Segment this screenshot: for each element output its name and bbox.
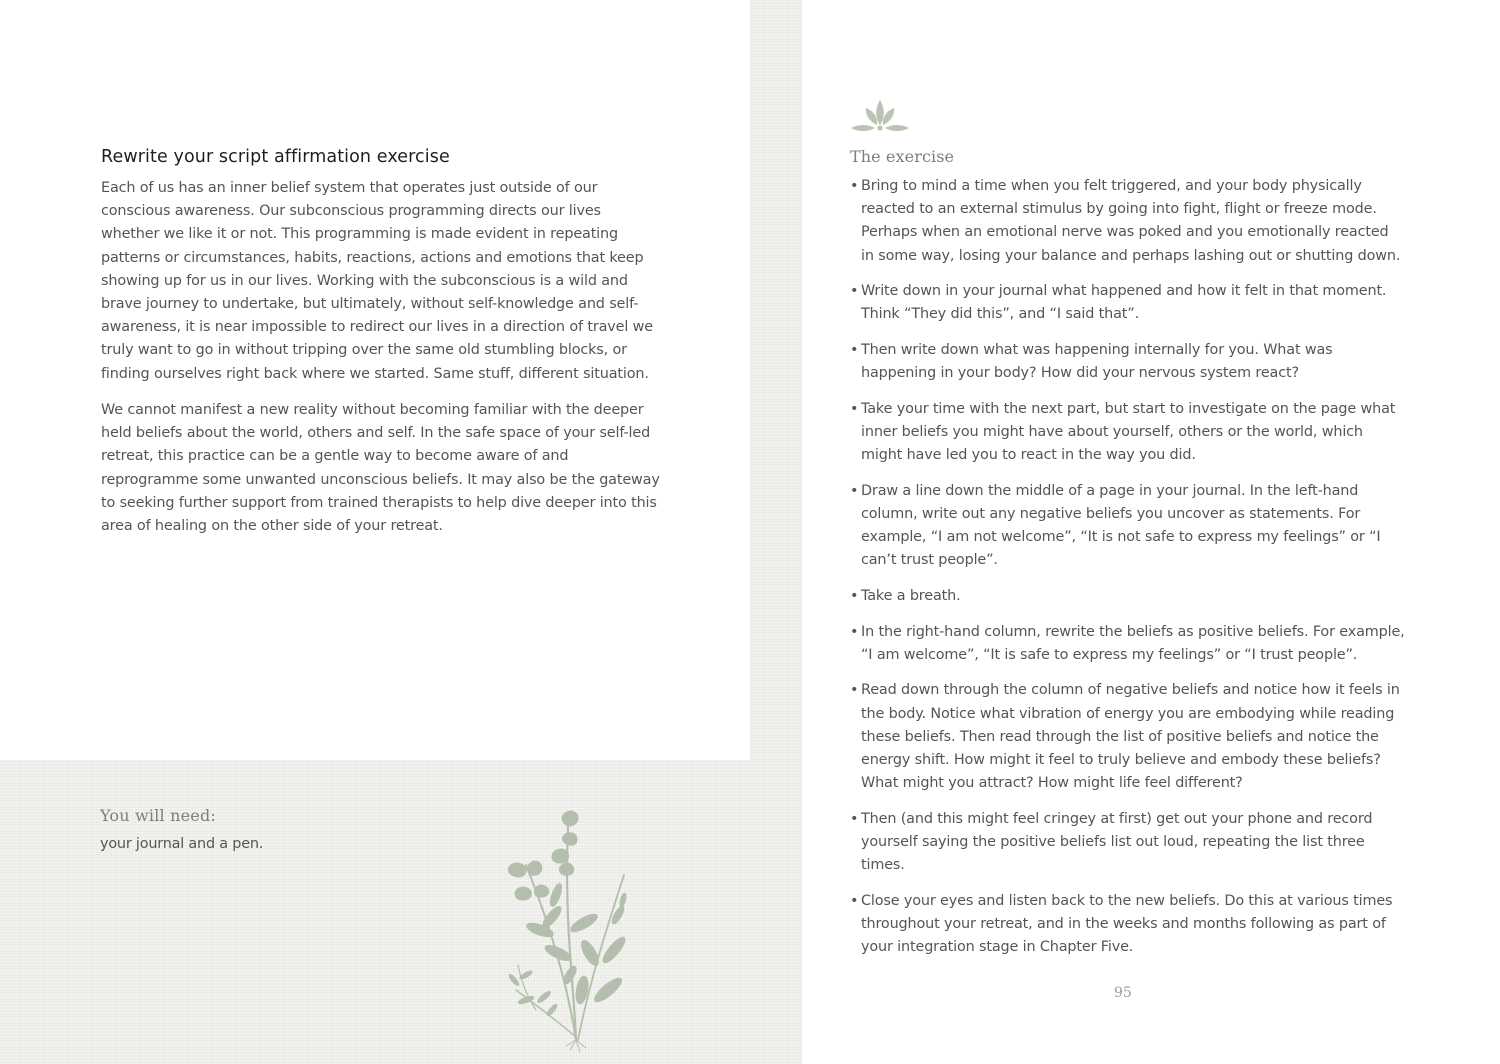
plant-leaf — [548, 882, 564, 907]
plant-leaf — [610, 905, 626, 926]
plant-flower — [563, 833, 577, 845]
step-text: In the right-hand column, rewrite the beliefs as positive beliefs. For example, “I am welcome”, “It is safe to express my feelings” or “I trust people”. — [861, 623, 1405, 663]
you-will-need-title: You will need: — [100, 806, 217, 825]
plant-flower — [559, 863, 573, 875]
plant-leaf — [619, 893, 627, 908]
exercise-step — [850, 398, 1405, 468]
lotus-icon — [850, 98, 910, 134]
bullet-icon: • — [850, 400, 859, 417]
plant-leaf — [591, 975, 624, 1005]
bullet-icon: • — [850, 588, 859, 604]
step-text: Then write down what was happening internally for you. What was happening in your body? How did your nervous system react? — [861, 342, 1333, 382]
plant-leaf — [540, 904, 564, 930]
plant-leaf — [578, 938, 602, 968]
bullet-icon: • — [850, 892, 859, 909]
exercise-step — [850, 621, 1405, 667]
exercise-step — [850, 808, 1405, 878]
bullet-icon: • — [850, 810, 859, 827]
plant-roots — [566, 1040, 586, 1052]
exercise-step — [850, 890, 1405, 960]
plant-flower — [508, 863, 526, 877]
bullet-icon: • — [850, 482, 859, 499]
plant-flower — [535, 885, 549, 897]
plant-leaf — [569, 911, 600, 935]
plant-stem — [578, 875, 624, 1040]
step-text: Write down in your journal what happened and how it felt in that moment. Think “They did this”, and “I said that”. — [861, 283, 1387, 323]
botanical-plant-icon — [496, 805, 641, 1055]
bullet-icon: • — [850, 178, 859, 194]
exercise-steps-list — [850, 175, 1405, 972]
left-page — [0, 0, 750, 760]
section-heading: Rewrite your script affirmation exercise — [101, 147, 450, 167]
step-text: Take a breath. — [861, 588, 961, 604]
step-text: Read down through the column of negative beliefs and notice how it feels in the body. Notice what vibration of energy you are embodying while reading these beliefs. Then read through the list of positive beliefs and notice the energy shift. How might it feel to truly believe and embody these beliefs? What might you attract? How might life feel different? — [861, 682, 1400, 792]
plant-leaf — [536, 990, 551, 1004]
plant-leaf — [508, 973, 520, 987]
exercise-step — [850, 679, 1405, 795]
step-text: Bring to mind a time when you felt triggered, and your body physically reacted to an external stimulus by going into fight, flight or freeze mode. Perhaps when an emotional nerve was poked and you emotionally reacted in some way, losing your balance and perhaps lashing out or shutting down. — [861, 178, 1401, 264]
exercise-step — [850, 585, 1405, 608]
bullet-icon: • — [850, 623, 859, 640]
step-text: Draw a line down the middle of a page in your journal. In the left-hand column, write out any negative beliefs you uncover as statements. For example, “I am not welcome”, “It is not safe to express my feelings” or “I can’t trust people”. — [861, 482, 1381, 569]
bullet-icon: • — [850, 283, 859, 300]
step-text: Close your eyes and listen back to the new beliefs. Do this at various times throughout your retreat, and in the weeks and months following as part of your integration stage in Chapter Five. — [861, 892, 1393, 956]
exercise-step — [850, 339, 1405, 385]
exercise-step — [850, 175, 1405, 268]
plant-leaf — [546, 1003, 558, 1017]
bullet-icon: • — [850, 682, 859, 699]
intro-paragraph: We cannot manifest a new reality without becoming familiar with the deeper held beliefs about the world, others and self. In the safe space of your self-led retreat, this practice can be a gentle way to become aware of and reprogramme some unwanted unconscious beliefs. It may also be the gateway to seeking further support from trained therapists to help dive deeper into this area of healing on the other side of your retreat. — [101, 402, 660, 535]
exercise-step — [850, 480, 1405, 573]
plant-flower — [552, 849, 569, 863]
plant-leaf — [519, 970, 533, 981]
exercise-title: The exercise — [850, 147, 955, 166]
you-will-need-items: your journal and a pen. — [100, 836, 264, 852]
plant-flower — [515, 887, 532, 900]
plant-flower — [562, 811, 578, 826]
page-number: 95 — [1114, 985, 1132, 1001]
intro-paragraph: Each of us has an inner belief system that operates just outside of our conscious awareness. Our subconscious programming directs our lives whether we like it or not. This programming is made evident in repeating patterns or circumstances, habits, reactions, actions and emotions that keep showing up for us in our lives. Working with the subconscious is a wild and brave journey to undertake, but ultimately, without self-knowledge and self-awareness, it is near impossible to redirect our lives in a direction of travel we truly want to go in without tripping over the same old stumbling blocks, or finding ourselves right back where we started. Same stuff, different situation. — [101, 180, 653, 382]
plant-flower — [527, 861, 541, 875]
bullet-icon: • — [850, 342, 859, 358]
exercise-step — [850, 280, 1405, 326]
step-text: Then (and this might feel cringey at first) get out your phone and record yourself saying the positive beliefs list out loud, repeating the list three times. — [861, 810, 1373, 874]
step-text: Take your time with the next part, but start to investigate on the page what inner beliefs you might have about yourself, others or the world, which might have led you to react in the way you did. — [861, 400, 1396, 464]
